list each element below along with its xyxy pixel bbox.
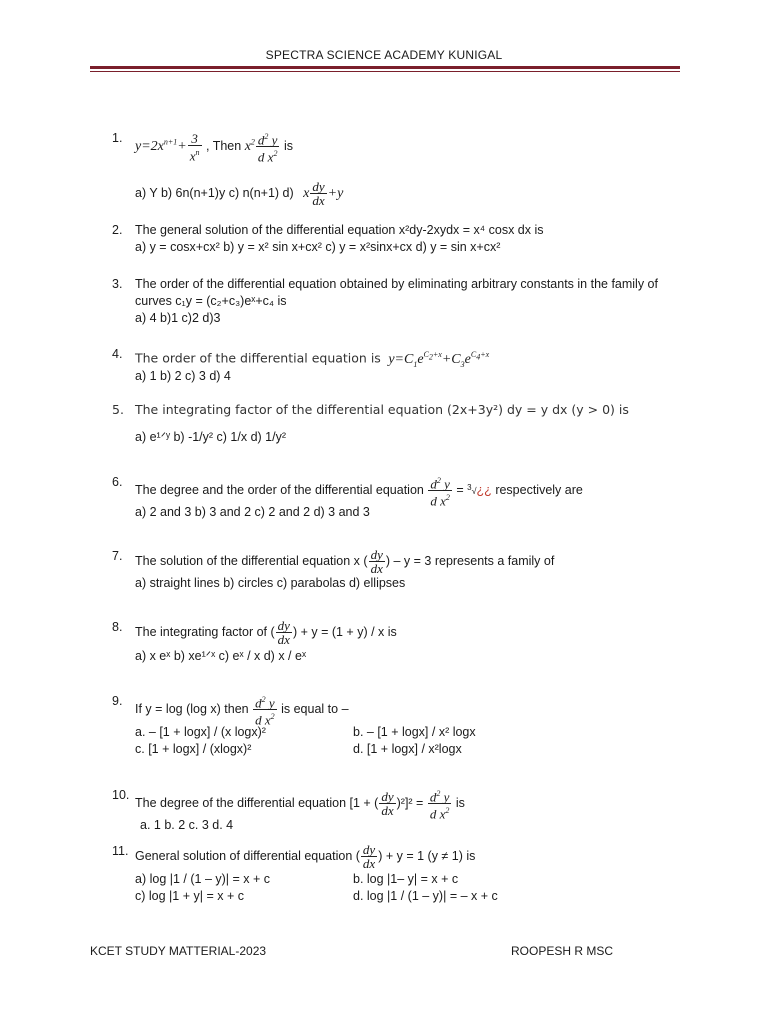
question-4-options: a) 1 b) 2 c) 3 d) 4 [135, 369, 231, 383]
question-9-option-c: c. [1 + logx] / (xlogx)² [135, 742, 252, 756]
question-2 [112, 222, 692, 256]
question-11 [112, 843, 692, 870]
question-text: The integrating factor of the differential equation (2x+3y²) dy = y dx (y > 0) is [135, 402, 629, 417]
question-11-option-d: d. log |1 / (1 – y)| = – x + c [353, 889, 498, 903]
question-number: 6. [112, 475, 123, 489]
question-text: The order of the differential equation is $y=C_1e^{C_2+x}+C_3e^{C_4+x}$ [135, 350, 490, 369]
question-number: 5. [112, 402, 124, 417]
question-10 [112, 787, 692, 821]
question-options: a) y = cosx+cx² b) y = x² sin x+cx² c) y = x²sinx+cx d) y = sin x+cx² [135, 240, 501, 254]
question-1 [112, 130, 692, 164]
question-number: 11. [112, 844, 129, 858]
question-5-options: a) e¹ᐟʸ b) -1/y² c) 1/x d) 1/y² [135, 430, 286, 444]
question-number: 10. [112, 788, 130, 802]
question-text: $y=2x^{n+1}+$ $\frac{3}{x^n}$ , Then $x^2$ $\frac{d^2 y}{d x^2}$ is [135, 130, 293, 165]
question-text: The degree and the order of the differential equation $\frac{d^2 y}{d x^2}$ = $^3$√¿¿ respectively are [135, 476, 583, 509]
question-number: 3. [112, 277, 123, 291]
header-rule-thick [90, 66, 680, 69]
question-6-options: a) 2 and 3 b) 3 and 2 c) 2 and 2 d) 3 and 3 [135, 505, 370, 519]
question-9-option-b: b. – [1 + logx] / x² logx [353, 725, 476, 739]
footer-left: KCET STUDY MATTERIAL-2023 [90, 944, 267, 958]
question-text: The order of the differential equation obtained by eliminating arbitrary constants in the family of curves c₁y = (c₂+c₃)eˣ+c₄ is [135, 277, 658, 308]
question-1-options: a) Y b) 6n(n+1)y c) n(n+1) d) x $\frac{dy}{dx}$ +y [135, 179, 344, 208]
question-number: 7. [112, 549, 123, 563]
question-9 [112, 693, 692, 727]
question-text: The degree of the differential equation [1 + ( $\frac{dy}{dx}$ )²]² = $\frac{d^2 y}{d x^2}$ is [135, 789, 465, 822]
question-7 [112, 548, 692, 575]
question-number: 9. [112, 694, 123, 708]
question-text: General solution of differential equation ( $\frac{dy}{dx}$ ) + y = 1 (y ≠ 1) is [135, 842, 476, 871]
question-10-options: a. 1 b. 2 c. 3 d. 4 [140, 818, 234, 832]
question-number: 1. [112, 131, 123, 145]
question-7-options: a) straight lines b) circles c) parabolas d) ellipses [135, 576, 406, 590]
question-text: If y = log (log x) then $\frac{d^2 y}{d x^2}$ is equal to – [135, 695, 349, 728]
question-11-option-a: a) log |1 / (1 – y)| = x + c [135, 872, 271, 886]
question-text: The integrating factor of ( $\frac{dy}{dx}$ ) + y = (1 + y) / x is [135, 618, 397, 647]
question-number: 4. [112, 347, 123, 361]
page-header: SPECTRA SCIENCE ACADEMY KUNIGAL [265, 48, 503, 62]
question-options: a) 4 b)1 c)2 d)3 [135, 311, 221, 325]
question-8 [112, 619, 692, 646]
question-number: 8. [112, 620, 123, 634]
question-6 [112, 474, 692, 508]
question-number: 2. [112, 223, 123, 237]
question-5 [112, 401, 692, 418]
question-11-option-c: c) log |1 + y| = x + c [135, 889, 244, 903]
question-text: The solution of the differential equation x ( $\frac{dy}{dx}$ ) – y = 3 represents a family of [135, 547, 555, 576]
question-text: The general solution of the differential equation x²dy-2xydx = x⁴ cosx dx is [135, 223, 544, 237]
question-8-options: a) x eˣ b) xe¹ᐟˣ c) eˣ / x d) x / eˣ [135, 649, 307, 663]
question-3 [112, 276, 672, 327]
question-9-option-a: a. – [1 + logx] / (x logx)² [135, 725, 266, 739]
footer-right: ROOPESH R MSC [511, 944, 614, 958]
question-11-option-b: b. log |1– y| = x + c [353, 872, 459, 886]
question-9-option-d: d. [1 + logx] / x²logx [353, 742, 462, 756]
header-rule-thin [90, 71, 680, 72]
